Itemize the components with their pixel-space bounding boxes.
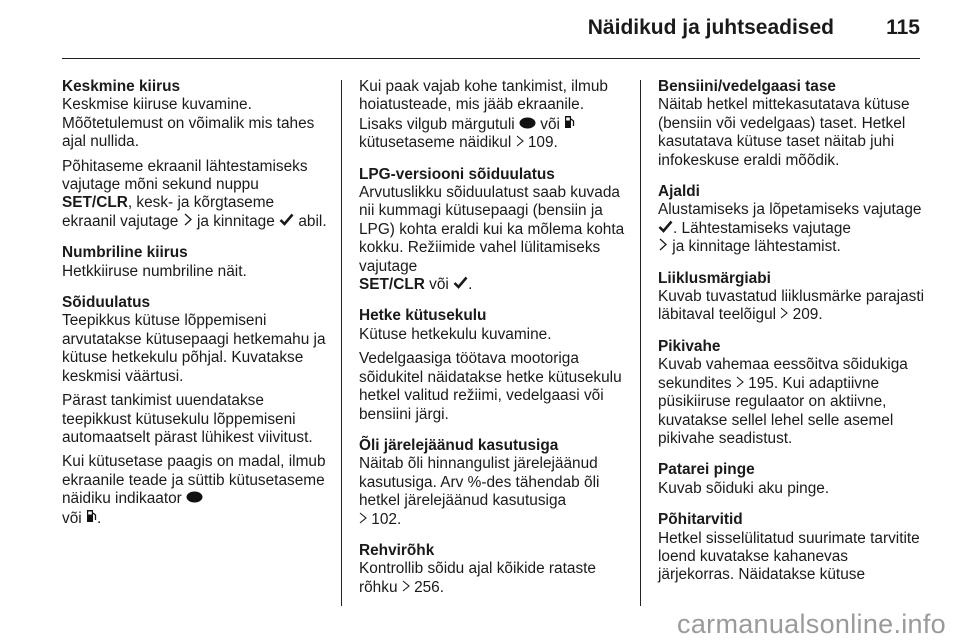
paragraph: Teepikkus kütuse lõppemiseni arvutatakse kütusepaagi hetkemahu ja kütuse hetkekulu põhjal. Kuvatakse keskmisi väärtusi. bbox=[62, 312, 326, 385]
paragraph: Kontrollib sõidu ajal kõikide rataste rõhku 256. bbox=[359, 560, 596, 596]
section-heading: Keskmine kiirus bbox=[62, 78, 181, 95]
page-reference-icon bbox=[402, 579, 410, 597]
section-oil-life bbox=[359, 437, 627, 529]
page-title: Näidikud ja juhtseadised bbox=[587, 16, 834, 39]
column-2 bbox=[359, 78, 627, 610]
button-name-set-clr: SET/CLR bbox=[359, 276, 425, 294]
paragraph: Vedelgaasiga töötava mootoriga sõidukitel näidatakse hetke kütusekulu hetkel valitud režiimi, vedelgaasi või bensiini järgi. bbox=[359, 350, 622, 423]
page-header bbox=[62, 14, 920, 48]
fuel-indicator-dot-icon bbox=[519, 116, 536, 134]
section-fuel-level bbox=[658, 78, 928, 170]
section-average-speed bbox=[62, 78, 330, 231]
section-heading: Hetke kütusekulu bbox=[359, 307, 487, 325]
check-icon bbox=[658, 220, 673, 238]
paragraph: Kütuse hetkekulu kuvamine. bbox=[359, 325, 552, 343]
section-range bbox=[62, 294, 330, 528]
paragraph: Alustamiseks ja lõpetamiseks vajutage . Lähtestamiseks vajutage ja kinnitage lähtestamist. bbox=[658, 201, 922, 256]
button-name-set-clr: SET/CLR bbox=[62, 194, 128, 212]
paragraph: Kui kütusetase paagis on madal, ilmub ekraanile teade ja süttib kütusetaseme näidiku indikaator või . bbox=[62, 453, 326, 527]
paragraph: Näitab hetkel mittekasutatava kütuse (bensiin või vedelgaas) taset. Hetkel kasutatava kütuse taset näitab juhi infokeskuse eraldi mõõdik. bbox=[658, 96, 910, 169]
section-following-distance bbox=[658, 338, 928, 448]
page-reference-icon bbox=[780, 306, 788, 324]
paragraph: Kui paak vajab kohe tankimist, ilmub hoiatusteade, mis jääb ekraanile. Lisaks vilgub märgutuli või kütusetaseme näidikul 109. bbox=[359, 78, 608, 152]
header-divider bbox=[62, 58, 920, 59]
fuel-pump-icon bbox=[564, 115, 575, 134]
paragraph: Hetkel sisselülitatud suurimate tarvitite loend kuvatakse kahanevas järjekorras. Näidatakse kütuse bbox=[658, 529, 920, 584]
section-heading: Patarei pinge bbox=[658, 461, 755, 479]
section-tyre-pressure bbox=[359, 542, 627, 597]
section-main-consumers bbox=[658, 511, 928, 585]
paragraph: Arvutuslikku sõiduulatust saab kuvada nii kummagi kütusepaagi (bensiin ja LPG) kohta eraldi kui ka mõlema kohta kokku. Režiimide vahel lülitamiseks vajutage SET/CLR või . bbox=[359, 184, 625, 294]
paragraph: Näitab õli hinnangulist järelejäänud kasutusiga. Arv %-des tähendab õli hetkel järelejäänud kasutusiga 102. bbox=[359, 455, 600, 528]
column-1 bbox=[62, 78, 330, 541]
column-divider-1 bbox=[341, 80, 342, 606]
section-heading: Numbriline kiirus bbox=[62, 244, 188, 262]
paragraph: Kuvab sõiduki aku pinge. bbox=[658, 479, 830, 497]
paragraph: Põhitaseme ekraanil lähtestamiseks vajutage mõni sekund nuppu SET/CLR, kesk- ja kõrgtaseme ekraanil vajutage ja kinnitage abil. bbox=[62, 157, 327, 230]
paragraph: Pärast tankimist uuendatakse teepikkust kütusekulu lõppemiseni automaatselt pärast lühikest viivitust. bbox=[62, 392, 313, 446]
section-numeric-speed bbox=[62, 244, 330, 281]
section-traffic-sign-assist bbox=[658, 270, 928, 325]
column-divider-2 bbox=[640, 80, 641, 606]
paragraph: Kuvab tuvastatud liiklusmärke parajasti läbitaval teelõigul 209. bbox=[658, 288, 925, 324]
section-heading: Liiklusmärgiabi bbox=[658, 269, 771, 287]
section-heading: LPG-versiooni sõiduulatus bbox=[359, 165, 555, 183]
chevron-right-icon bbox=[658, 238, 668, 256]
column-3 bbox=[658, 78, 928, 598]
page-reference-icon bbox=[359, 511, 367, 529]
paragraph: Kuvab vahemaa eessõitva sõidukiga sekundites 195. Kui adaptiivne püsikiiruse regulaator on aktiivne, kuvatakse sellel lehel selle asemel pikivahe seadistust. bbox=[658, 356, 908, 447]
section-heading: Bensiini/vedelgaasi tase bbox=[658, 78, 836, 95]
chevron-right-icon bbox=[183, 213, 193, 231]
section-heading: Pikivahe bbox=[658, 337, 721, 355]
fuel-indicator-dot-icon bbox=[186, 490, 203, 508]
page-reference-icon bbox=[736, 375, 744, 393]
check-icon bbox=[453, 276, 468, 294]
watermark: carmanualsonline.info bbox=[677, 609, 946, 639]
page-reference-icon bbox=[516, 134, 524, 152]
section-heading: Põhitarvitid bbox=[658, 511, 743, 529]
section-range-continued bbox=[359, 78, 627, 153]
section-battery-voltage bbox=[658, 461, 928, 498]
section-lpg-range bbox=[359, 166, 627, 295]
section-timer bbox=[658, 183, 928, 257]
section-heading: Rehvirõhk bbox=[359, 541, 435, 559]
check-icon bbox=[279, 213, 294, 231]
section-instant-consumption bbox=[359, 307, 627, 423]
section-heading: Õli järelejäänud kasutusiga bbox=[359, 436, 559, 454]
page-number: 115 bbox=[886, 16, 920, 39]
fuel-pump-icon bbox=[86, 509, 97, 528]
paragraph: Keskmise kiiruse kuvamine. Mõõtetulemust on võimalik mis tahes ajal nullida. bbox=[62, 96, 315, 151]
paragraph: Hetkkiiruse numbriline näit. bbox=[62, 262, 247, 280]
section-heading: Sõiduulatus bbox=[62, 294, 151, 312]
section-heading: Ajaldi bbox=[658, 183, 700, 201]
